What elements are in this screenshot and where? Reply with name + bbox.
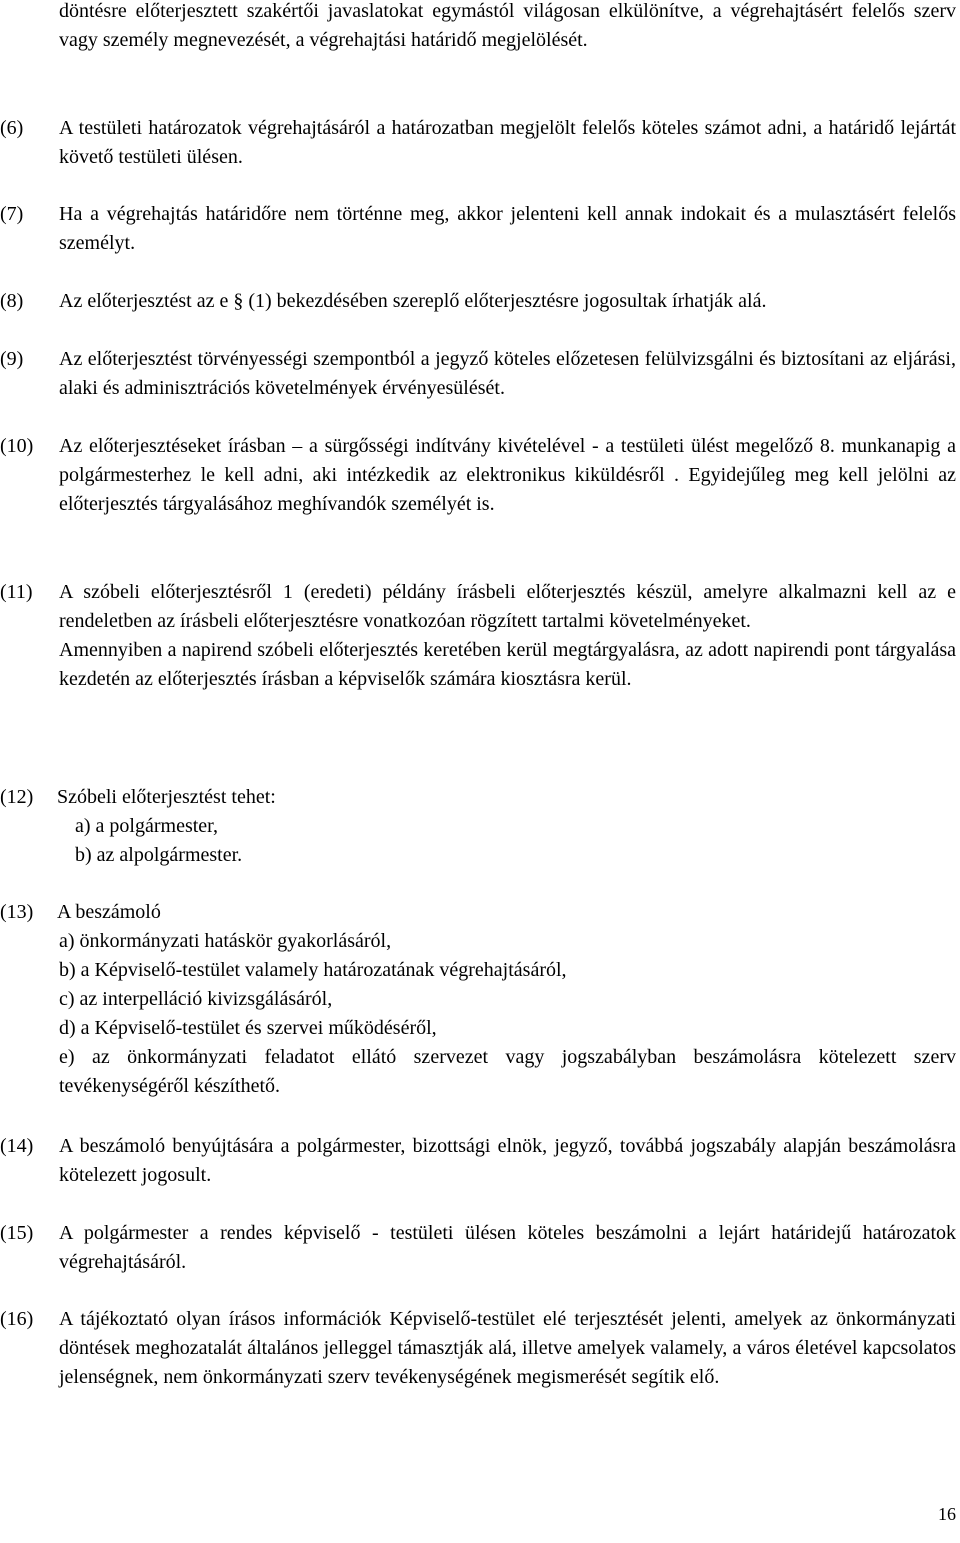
paragraph-12 xyxy=(0,783,960,870)
paragraph-text: A polgármester a rendes képviselő - testületi ülésen köteles beszámolni a lejárt határidejű határozatok végrehajtásáról. xyxy=(59,1222,956,1273)
paragraph-number: (14) xyxy=(0,1135,34,1157)
paragraph-text: Az előterjesztést törvényességi szempontból a jegyző köteles előzetesen felülvizsgálni és biztosítani az eljárási, alaki és adminisztrációs követelmények érvényesülését. xyxy=(59,348,956,399)
paragraph-text: Ha a végrehajtás határidőre nem történne meg, akkor jelenteni kell annak indokait és a mulasztásért felelős személyt. xyxy=(59,203,956,254)
list-item: b) az alpolgármester. xyxy=(75,844,243,866)
paragraph-number: (15) xyxy=(0,1222,34,1244)
list-item: d) a Képviselő-testület és szervei működéséről, xyxy=(59,1017,437,1039)
paragraph-15 xyxy=(0,1219,960,1277)
list-item: c) az interpelláció kivizsgálásáról, xyxy=(59,988,333,1010)
paragraph-text: A beszámoló xyxy=(57,901,161,923)
paragraph-9 xyxy=(0,345,960,403)
paragraph-6 xyxy=(0,114,960,172)
paragraph-text: A tájékoztató olyan írásos információk Képviselő-testület elé terjesztését jelenti, amelyek az önkormányzati döntések meghozatalát általános jelleggel támasztják alá, illetve amelyek valamely, a város életével kapcsolatos jelenségnek, nem önkormányzati szerv tevékenységének megismerését segítik elő. xyxy=(59,1308,956,1388)
paragraph-7 xyxy=(0,200,960,258)
paragraph-text: A beszámoló benyújtására a polgármester, bizottsági elnök, jegyző, továbbá jogszabály alapján beszámolásra kötelezett jogosult. xyxy=(59,1135,956,1186)
paragraph-number: (11) xyxy=(0,581,33,603)
paragraph-text-continued: Amennyiben a napirend szóbeli előterjesztés keretében kerül megtárgyalásra, az adott napirendi pont tárgyalása kezdetén az előterjesztés írásban a képviselők számára kiosztásra kerül. xyxy=(59,639,956,690)
paragraph-number: (8) xyxy=(0,290,24,312)
list-item: a) önkormányzati hatáskör gyakorlásáról, xyxy=(59,930,392,952)
list-item: a) a polgármester, xyxy=(75,815,219,837)
paragraph-10 xyxy=(0,432,960,519)
intro-paragraph: döntésre előterjesztett szakértői javaslatokat egymástól világosan elkülönítve, a végrehajtásért felelős szerv vagy személy megnevezését, a végrehajtási határidő megjelölését. xyxy=(59,0,956,51)
paragraph-text: A szóbeli előterjesztésről 1 (eredeti) példány írásbeli előterjesztés készül, amelyre alkalmazni kell az e rendeletben az írásbeli előterjesztésre vonatkozóan rögzített tartalmi követelményeket. xyxy=(59,581,956,632)
list-item: b) a Képviselő-testület valamely határozatának végrehajtásáról, xyxy=(59,959,567,981)
paragraph-14 xyxy=(0,1132,960,1190)
paragraph-number: (6) xyxy=(0,117,24,139)
paragraph-number: (10) xyxy=(0,435,34,457)
paragraph-16 xyxy=(0,1305,960,1392)
paragraph-text: Az előterjesztéseket írásban – a sürgősségi indítvány kivételével - a testületi ülést megelőző 8. munkanapig a polgármesterhez le kell adni, aki intézkedik az elektronikus kiküldésről . Egyidejűleg meg kell jelölni az előterjesztés tárgyalásához meghívandók személyét is. xyxy=(59,435,956,515)
paragraph-number: (16) xyxy=(0,1308,34,1330)
paragraph-number: (12) xyxy=(0,786,34,808)
paragraph-number: (9) xyxy=(0,348,24,370)
list-item-last: e) az önkormányzati feladatot ellátó szervezet vagy jogszabályban beszámolásra kötelezett szerv tevékenységéről készíthető. xyxy=(59,1046,956,1097)
paragraph-13 xyxy=(0,898,960,1101)
paragraph-text: Az előterjesztést az e § (1) bekezdésében szereplő előterjesztésre jogosultak írhatják alá. xyxy=(59,290,767,312)
sub-list xyxy=(59,927,956,1043)
paragraph-text: Szóbeli előterjesztést tehet: xyxy=(57,786,276,808)
paragraph-11 xyxy=(0,578,960,694)
paragraph-number: (7) xyxy=(0,203,24,225)
sub-list xyxy=(75,812,956,870)
page-number: 16 xyxy=(938,1504,956,1524)
paragraph-8 xyxy=(0,287,960,316)
paragraph-text: A testületi határozatok végrehajtásáról a határozatban megjelölt felelős köteles számot adni, a határidő lejártát követő testületi ülésen. xyxy=(59,117,956,168)
paragraph-number: (13) xyxy=(0,901,34,923)
